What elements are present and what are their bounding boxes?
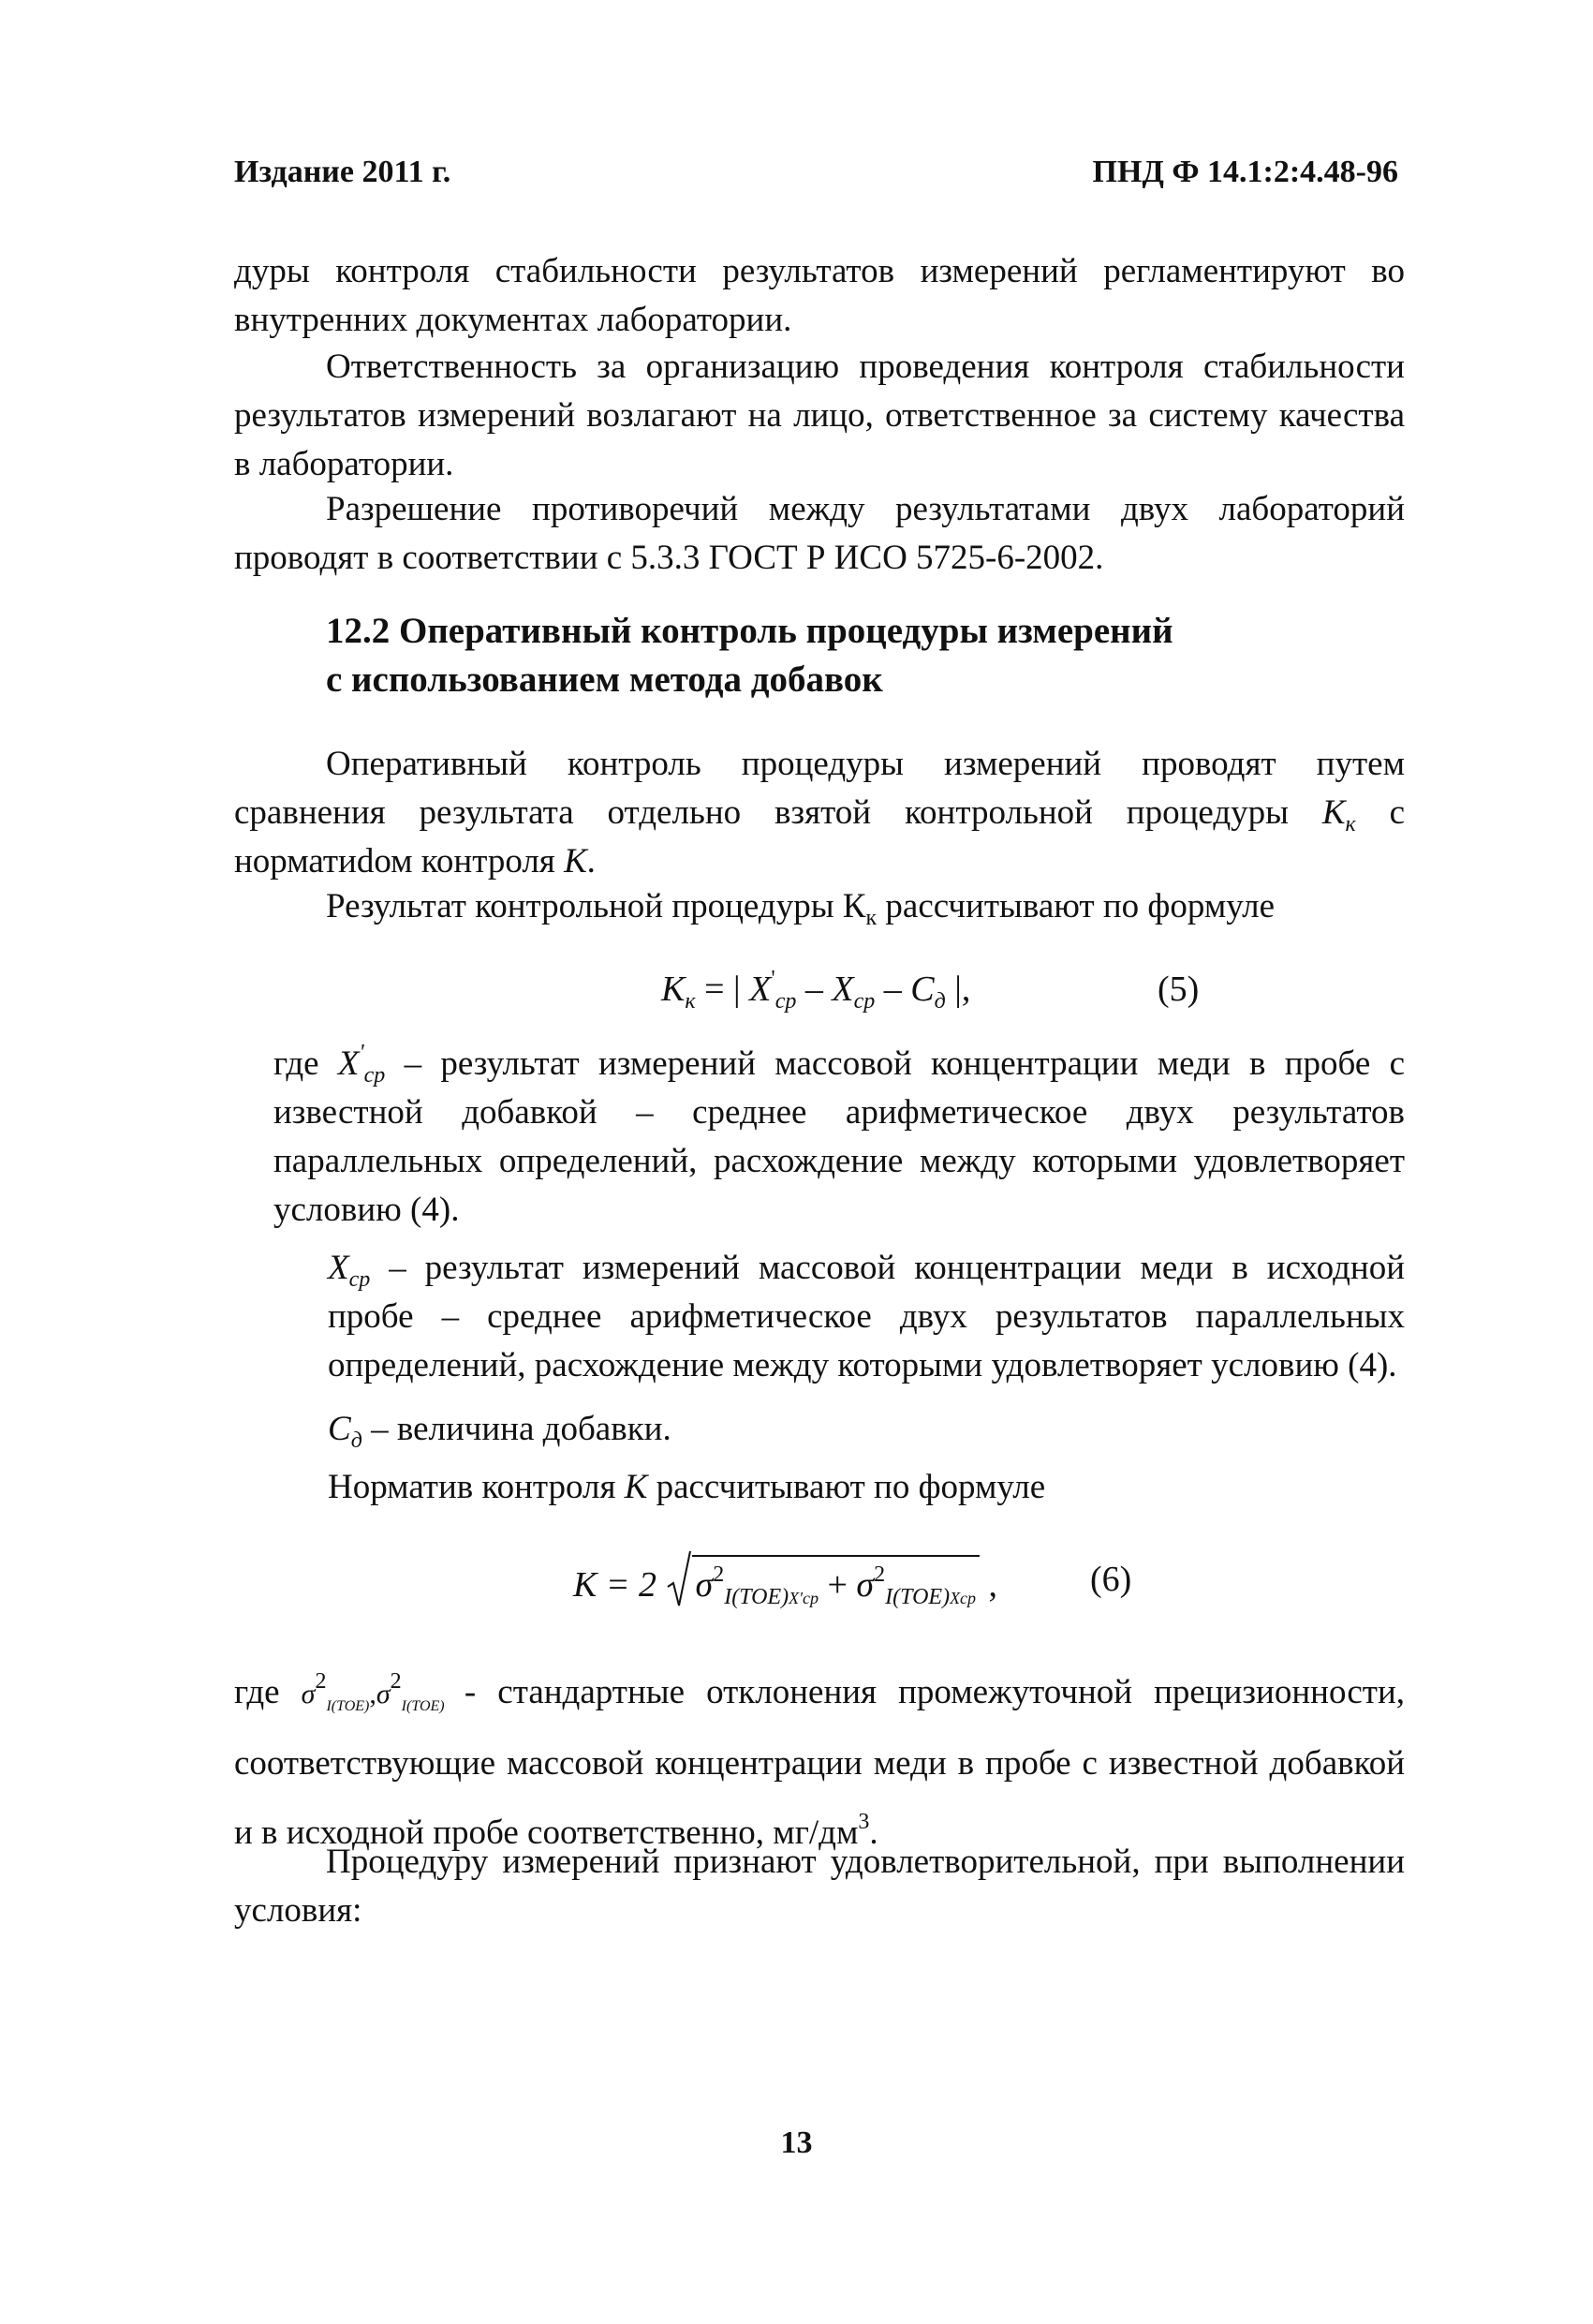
paragraph-operational-control: Оперативный контроль процедуры измерений проводят путем сравнения результата отдельно взятой контрольной процедуры $К_к$ с норматиdом контроля К. <box>234 745 1406 881</box>
paragraph-contradictions: Разрешение противоречий между результатами двух лабораторий проводят в соответствии с 5.3.3 ГОСТ Р ИСО 5725-6-2002. <box>234 490 1405 577</box>
page-number: 13 <box>780 2125 813 2160</box>
symbol-C-d: $С_д$ <box>328 1410 362 1453</box>
paragraph-control-result: Результат контрольной процедуры $К_к$ рассчитывают по формуле <box>326 887 1275 930</box>
section-heading <box>326 607 1356 704</box>
paragraph-procedure-condition: Процедуру измерений признают удовлетворительной, при выполнении условия: <box>234 1843 1405 1930</box>
p5-text: Результат контрольной процедуры К <box>326 887 866 925</box>
radical-icon <box>666 1549 692 1609</box>
formula-6: K = 2 $\sigma^2_{I(TOE)X'ср} + \sigma^2_{I(TOE)Xср}$ , <box>573 1555 997 1609</box>
formula-5-number: (5) <box>1158 970 1200 1009</box>
paragraph-continuation: дуры контроля стабильности результатов измерений регламентируют во внутренних документах лаборатории. <box>234 252 1405 339</box>
symbol-X-cp: $X_{ср}$ <box>328 1249 371 1292</box>
sigma-symbols: $\sigma^2_{I(TOE)},\sigma^2_{I(TOE)}$ <box>301 1669 445 1714</box>
section-heading-line2: с использованием метода добавок <box>326 659 883 700</box>
symbol-X-prime: $X'_{ср}$ <box>337 1041 386 1088</box>
symbol-K-norm: К <box>624 1468 648 1506</box>
header-edition: Издание 2011 г. <box>234 155 451 189</box>
p4-mid: с норматиdом контроля <box>234 793 1406 881</box>
p4-text: Оперативный контроль процедуры измерений проводят путем сравнения результата отдельно взятой контрольной процедуры <box>234 745 1405 832</box>
formula-6-number: (6) <box>1090 1560 1132 1599</box>
sqrt-sign: $\sigma^2_{I(TOE)X'ср} + \sigma^2_{I(TOE)Xср}$ <box>666 1555 981 1609</box>
paragraph-where-x-prime: где $X'_{ср}$ – результат измерений массовой концентрации меди в пробе с известной добавкой – среднее арифметическое двух результатов параллельных определений, расхождение между которыми удовлетворяет условию (4). <box>273 1041 1405 1229</box>
paragraph-responsibility: Ответственность за организацию проведения контроля стабильности результатов измерений возлагают на лицо, ответственное за систему качества в лаборатории. <box>234 348 1405 483</box>
section-heading-line1: 12.2 Оперативный контроль процедуры измерений <box>326 611 1173 651</box>
symbol-Kk: $К_к$ <box>1321 793 1356 836</box>
header-document-code: ПНД Ф 14.1:2:4.48-96 <box>1092 155 1398 189</box>
paragraph-where-sigma: где $\sigma^2_{I(TOE)},\sigma^2_{I(TOE)}$ - стандартные отклонения промежуточной прецизионности, соответствующие массовой концентрации меди в пробе с известной добавкой и в исходной пробе соответственно, $мг/дм^3$. <box>234 1669 1406 1852</box>
symbol-K: К <box>564 842 587 881</box>
paragraph-where-c: $С_д$ – величина добавки. <box>328 1410 671 1453</box>
paragraph-norm: Норматив контроля К рассчитывают по формуле <box>328 1468 1046 1506</box>
formula-5: $K_к$ = | $X'_{ср} - X_{ср} - C_д$ |, <box>661 967 971 1014</box>
paragraph-where-x: $X_{ср}$ – результат измерений массовой концентрации меди в исходной пробе – среднее арифметическое двух результатов параллельных определений, расхождение между которыми удовлетворяет условию (4). <box>328 1249 1405 1384</box>
